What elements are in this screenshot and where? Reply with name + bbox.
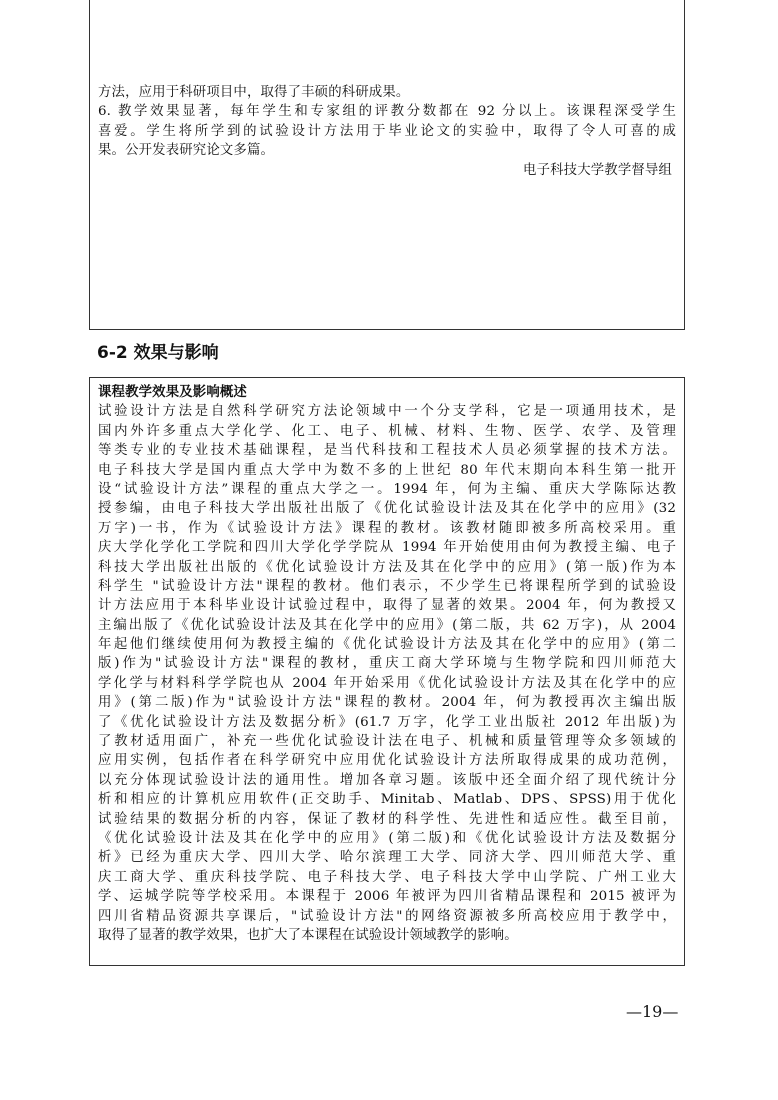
signature: 电子科技大学教学督导组: [523, 162, 672, 178]
overview-line: 取得了显著的教学效果，也扩大了本课程在试验设计领域教学的影响。: [98, 927, 518, 943]
overview-line: 《优化试验设计法及其在化学中的应用》(第二版)和《优化试验设计方法及数据分: [98, 830, 676, 846]
overview-line: 国内外许多重点大学化学、化工、电子、机械、材料、生物、医学、农学、及管理: [98, 423, 676, 439]
overview-line: 学、运城学院等学校采用。本课程于 2006 年被评为四川省精品课程和 2015 被评为: [98, 889, 676, 905]
page-number: —19—: [626, 1002, 679, 1021]
overview-text-box: [89, 377, 685, 966]
overview-line: 计方法应用于本科毕业设计试验过程中，取得了显著的效果。2004 年，何为教授又: [98, 598, 676, 614]
overview-line: 了教材适用面广，补充一些优化试验设计法在电子、机械和质量管理等众多领域的: [98, 734, 676, 750]
overview-line: 应用实例，包括作者在科学研究中应用优化试验设计方法所取得成果的成功范例，: [98, 753, 676, 769]
overview-line: 庆大学化学化工学院和四川大学化学学院从 1994 年开始使用由何为教授主编、电子: [98, 540, 676, 556]
overview-title: 课程教学效果及影响概述: [98, 385, 247, 400]
overview-line: 版)作为"试验设计方法"课程的教材，重庆工商大学环境与生物学院和四川师范大: [98, 656, 676, 672]
top-line-4: 果。公开发表研究论文多篇。: [98, 143, 275, 159]
overview-paragraph: [98, 402, 676, 945]
overview-line: 主编出版了《优化试验设计法及其在化学中的应用》(第二版，共 62 万字)，从 2004: [98, 617, 676, 633]
overview-line: 等类专业的专业技术基础课程，是当代科技和工程技术人员必须掌握的技术方法。: [98, 443, 676, 459]
overview-line: 科技大学出版社出版的《优化试验设计方法及其在化学中的应用》(第一版)作为本: [98, 559, 676, 575]
overview-content: [98, 378, 676, 945]
overview-line: 了《优化试验设计方法及数据分析》(61.7 万字，化学工业出版社 2012 年出版)为: [98, 714, 676, 730]
overview-line: 四川省精品资源共享课后，"试验设计方法"的网络资源被多所高校应用于教学中，: [98, 908, 676, 924]
top-line-2: 6. 教学效果显著，每年学生和专家组的评教分数都在 92 分以上。该课程深受学生: [98, 104, 676, 120]
top-box-content: [98, 0, 676, 180]
overview-line: 学化学与材料科学学院也从 2004 年开始采用《优化试验设计方法及其在化学中的应: [98, 675, 676, 691]
top-line-3: 喜爱。学生将所学到的试验设计方法用于毕业论文的实验中，取得了令人可喜的成: [98, 123, 676, 139]
overview-line: 科学生 "试验设计方法"课程的教材。他们表示，不少学生已将课程所学到的试验设: [98, 578, 676, 594]
overview-line: 庆工商大学、重庆科技学院、电子科技大学、电子科技大学中山学院、广州工业大: [98, 869, 676, 885]
section-heading: 6-2 效果与影响: [97, 343, 219, 363]
overview-line: 析和相应的计算机应用软件(正交助手、Minitab、Matlab、DPS、SPSS)用于优化: [98, 792, 676, 808]
overview-line: 万字)一书，作为《试验设计方法》课程的教材。该教材随即被多所高校采用。重: [98, 520, 676, 536]
overview-line: 用》(第二版)作为"试验设计方法"课程的教材。2004 年，何为教授再次主编出版: [98, 695, 676, 711]
overview-line: 年起他们继续使用何为教授主编的《优化试验设计方法及其在化学中的应用》(第二: [98, 637, 676, 653]
overview-line: 以充分体现试验设计法的通用性。增加各章习题。该版中还全面介绍了现代统计分: [98, 772, 676, 788]
overview-line: 电子科技大学是国内重点大学中为数不多的上世纪 80 年代末期向本科生第一批开: [98, 462, 676, 478]
overview-line: 设“试验设计方法”课程的重点大学之一。1994 年，何为主编、重庆大学陈际达教: [98, 481, 676, 497]
overview-line: 试验结果的数据分析的内容，保证了教材的科学性、先进性和适应性。截至目前，: [98, 811, 676, 827]
overview-line: 析》已经为重庆大学、四川大学、哈尔滨理工大学、同济大学、四川师范大学、重: [98, 850, 676, 866]
top-text-box: [89, 0, 685, 330]
top-line-1: 方法，应用于科研项目中，取得了丰硕的科研成果。: [98, 85, 410, 100]
overview-line: 试验设计方法是自然科学研究方法论领域中一个分支学科，它是一项通用技术，是: [98, 404, 676, 420]
overview-line: 授参编，由电子科技大学出版社出版了《优化试验设计法及其在化学中的应用》(32: [98, 501, 676, 517]
